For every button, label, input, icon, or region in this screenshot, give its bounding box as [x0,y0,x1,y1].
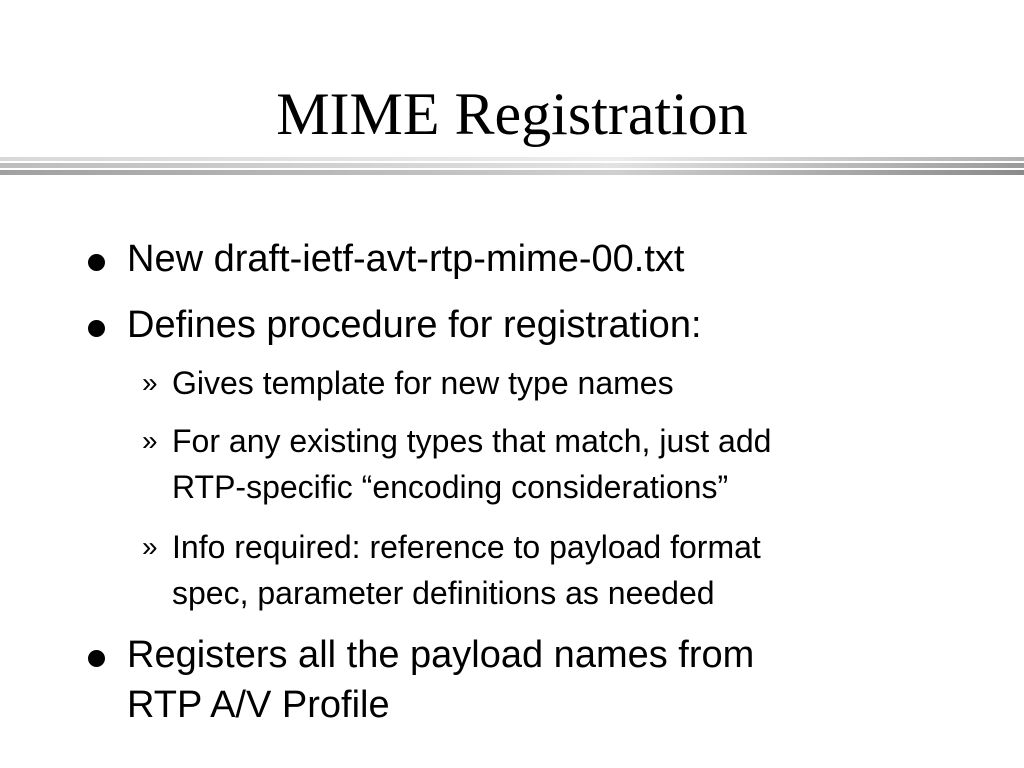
title-divider [0,157,1024,181]
sub-list-item-text: Info required: reference to payload format [172,529,761,565]
list-item-text: Defines procedure for registration: [127,304,702,346]
bullet-dot-icon [88,254,105,271]
divider-line [0,163,1024,168]
divider-line [0,170,1024,175]
slide-title: MIME Registration [276,81,748,147]
bullet-dot-icon [88,320,105,337]
list-item-text: RTP A/V Profile [127,684,390,726]
sub-bullet-marker-icon: » [142,531,158,562]
sub-bullet-marker-icon: » [142,367,158,398]
sub-list-item-text: For any existing types that match, just add [172,423,772,459]
bullet-dot-icon [88,650,105,667]
sub-bullet-marker-icon: » [142,425,158,456]
sub-list-item-text: RTP-specific “encoding considerations” [172,469,729,505]
list-item-text: New draft-ietf-avt-rtp-mime-00.txt [127,238,685,280]
list-item-text: Registers all the payload names from [127,634,755,676]
sub-list-item-text: spec, parameter definitions as needed [172,575,715,611]
sub-list-item-text: Gives template for new type names [172,365,674,401]
divider-line [0,157,1024,161]
